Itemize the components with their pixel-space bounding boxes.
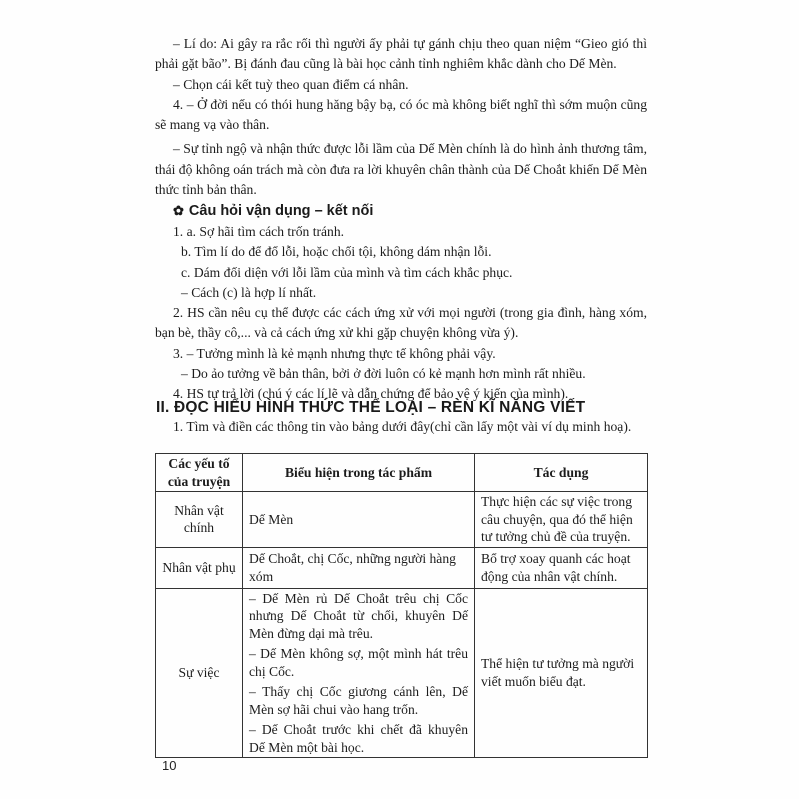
cell-element: Nhân vật chính <box>156 492 243 548</box>
paragraph-awakening: – Sự tỉnh ngộ và nhận thức được lỗi lầm của Dế Mèn chính là do hình ảnh thương tâm, thái độ không oán trách mà còn đưa ra lời khuyên chân thành của Dế Choắt khiến Dế Mèn thức tỉnh bản thân. <box>155 141 647 198</box>
apply-answers <box>155 222 647 405</box>
story-elements-table <box>155 453 648 758</box>
answer-3b: – Do ảo tưởng về bản thân, bởi ở đời luôn có kẻ mạnh hơn mình rất nhiều. <box>181 366 586 382</box>
page-number: 10 <box>162 758 177 773</box>
section-2-intro: 1. Tìm và điền các thông tin vào bảng dưới đây(chỉ cần lấy một vài ví dụ minh hoạ). <box>173 419 632 434</box>
flower-icon: ✿ <box>173 203 184 218</box>
table-row <box>156 492 648 548</box>
header-elements: Các yếu tố của truyện <box>156 454 243 492</box>
paragraph-q4: 4. – Ở đời nếu có thói hung hăng bậy bạ, có óc mà không biết nghĩ thì sớm muộn cũng sẽ mang vạ vào thân. <box>155 96 647 133</box>
cell-expression: Dế Mèn <box>243 492 475 548</box>
answer-1c: c. Dám đối diện với lỗi lầm của mình và tìm cách khắc phục. <box>181 264 513 280</box>
apply-section-title: Câu hỏi vận dụng – kết nối <box>188 203 374 219</box>
table-header-row <box>156 454 648 492</box>
answer-4: 4. HS tự trả lời (chú ý các lí lẽ và dẫn chứng để bảo vệ ý kiến của mình). <box>173 386 569 402</box>
answer-3a: 3. – Tưởng mình là kẻ mạnh nhưng thực tế không phải vậy. <box>173 345 496 361</box>
answer-1-conclusion: – Cách (c) là hợp lí nhất. <box>181 284 317 300</box>
cell-element: Sự việc <box>156 588 243 758</box>
answer-1a: 1. a. Sợ hãi tìm cách trốn tránh. <box>173 224 345 239</box>
paragraph-ending: – Chọn cái kết tuỳ theo quan điểm cá nhân. <box>173 76 409 92</box>
table-row <box>156 547 648 588</box>
cell-effect: Bổ trợ xoay quanh các hoạt động của nhân vật chính. <box>475 547 648 588</box>
apply-section-heading <box>173 203 373 219</box>
section-2-heading: II. ĐỌC HIỂU HÌNH THỨC THỂ LOẠI – RÈN KĨ NĂNG VIẾT <box>156 399 586 416</box>
answer-1b: b. Tìm lí do để đổ lỗi, hoặc chối tội, không dám nhận lỗi. <box>181 244 492 260</box>
cell-expression-events <box>243 588 475 758</box>
section-2-intro-block <box>155 418 647 435</box>
event-item: – Dế Mèn rủ Dế Choắt trêu chị Cốc nhưng Dế Choắt từ chối, khuyên Dế Mèn đừng dại mà trêu. <box>249 590 468 641</box>
cell-expression: Dế Choắt, chị Cốc, những người hàng xóm <box>243 547 475 588</box>
answer-2: 2. HS cần nêu cụ thể được các cách ứng xử với mọi người (trong gia đình, hàng xóm, bạn bè, thầy cô,... và cả cách ứng xử khi gặp chuyện không vừa ý). <box>155 305 647 341</box>
cell-effect: Thực hiện các sự việc trong câu chuyện, qua đó thể hiện tư tưởng chủ đề của truyện. <box>475 492 648 548</box>
header-effect: Tác dụng <box>475 454 648 492</box>
top-paragraphs <box>155 34 647 200</box>
event-item: – Dế Choắt trước khi chết đã khuyên Dế Mèn một bài học. <box>249 722 468 755</box>
event-item: – Dế Mèn không sợ, một mình hát trêu chị Cốc. <box>249 646 468 679</box>
cell-effect: Thể hiện tư tưởng mà người viết muốn biểu đạt. <box>475 588 648 758</box>
paragraph-reason: – Lí do: Ai gây ra rắc rối thì người ấy phải tự gánh chịu theo quan niệm “Gieo gió thì phải gặt bão”. Bị đánh đau cũng là bài học cảnh tỉnh nghiêm khắc dành cho Dế Mèn. <box>155 36 647 72</box>
event-item: – Thấy chị Cốc giương cánh lên, Dế Mèn sợ hãi chui vào hang trốn. <box>249 684 468 717</box>
table-row <box>156 588 648 758</box>
cell-element: Nhân vật phụ <box>156 547 243 588</box>
header-expression: Biểu hiện trong tác phẩm <box>243 454 475 492</box>
